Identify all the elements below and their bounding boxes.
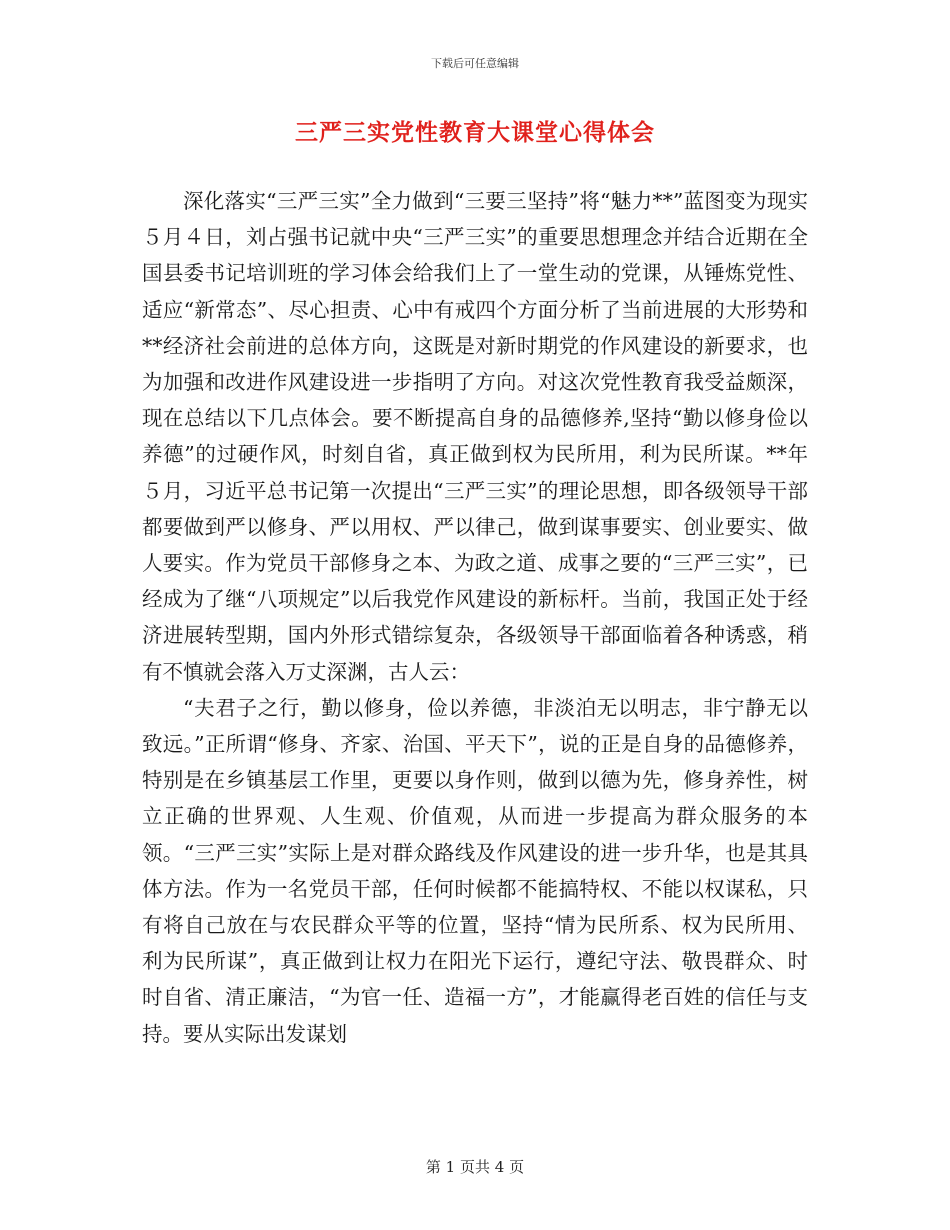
paragraph: 深化落实“三严三实”全力做到“三要三坚持”将“魅力**”蓝图变为现实５月４日，刘占强书记就中央“三严三实”的重要思想理念并结合近期在全国县委书记培训班的学习体会给我们上了一堂生动的党课，从锤炼党性、适应“新常态”、尽心担责、心中有戒四个方面分析了当前进展的大形势和**经济社会前进的总体方向，这既是对新时期党的作风建设的新要求，也为加强和改进作风建设进一步指明了方向。对这次党性教育我受益颇深，现在总结以下几点体会。要不断提高自身的品德修养,坚持“勤以修身俭以养德”的过硬作风，时刻自省，真正做到权为民所用，利为民所谋。**年５月，习近平总书记第一次提出“三严三实”的理论思想，即各级领导干部都要做到严以修身、严以用权、严以律己，做到谋事要实、创业要实、做人要实。作为党员干部修身之本、为政之道、成事之要的“三严三实”，已经成为了继“八项规定”以后我党作风建设的新标杆。当前，我国正处于经济进展转型期，国内外形式错综复杂，各级领导干部面临着各种诱惑，稍有不慎就会落入万丈深渊，古人云： [142, 189, 808, 684]
document-body [142, 183, 808, 1052]
paragraph: “夫君子之行，勤以修身，俭以养德，非淡泊无以明志，非宁静无以致远。”正所谓“修身、齐家、治国、平天下”，说的正是自身的品德修养，特别是在乡镇基层工作里，更要以身作则，做到以德为先，修身养性，树立正确的世界观、人生观、价值观，从而进一步提高为群众服务的本领。“三严三实”实际上是对群众路线及作风建设的进一步升华，也是其具体方法。作为一名党员干部，任何时候都不能搞特权、不能以权谋私，只有将自己放在与农民群众平等的位置，坚持“情为民所系、权为民所用、利为民所谋”，真正做到让权力在阳光下运行，遵纪守法、敬畏群众、时时自省、清正廉洁，“为官一任、造福一方”，才能赢得老百姓的信任与支持。要从实际出发谋划 [142, 695, 808, 1046]
document-title: 三严三实党性教育大课堂心得体会 [295, 119, 655, 146]
page-number: 第 1 页共 4 页 [425, 1158, 525, 1176]
page-header-note: 下载后可任意编辑 [431, 57, 519, 70]
